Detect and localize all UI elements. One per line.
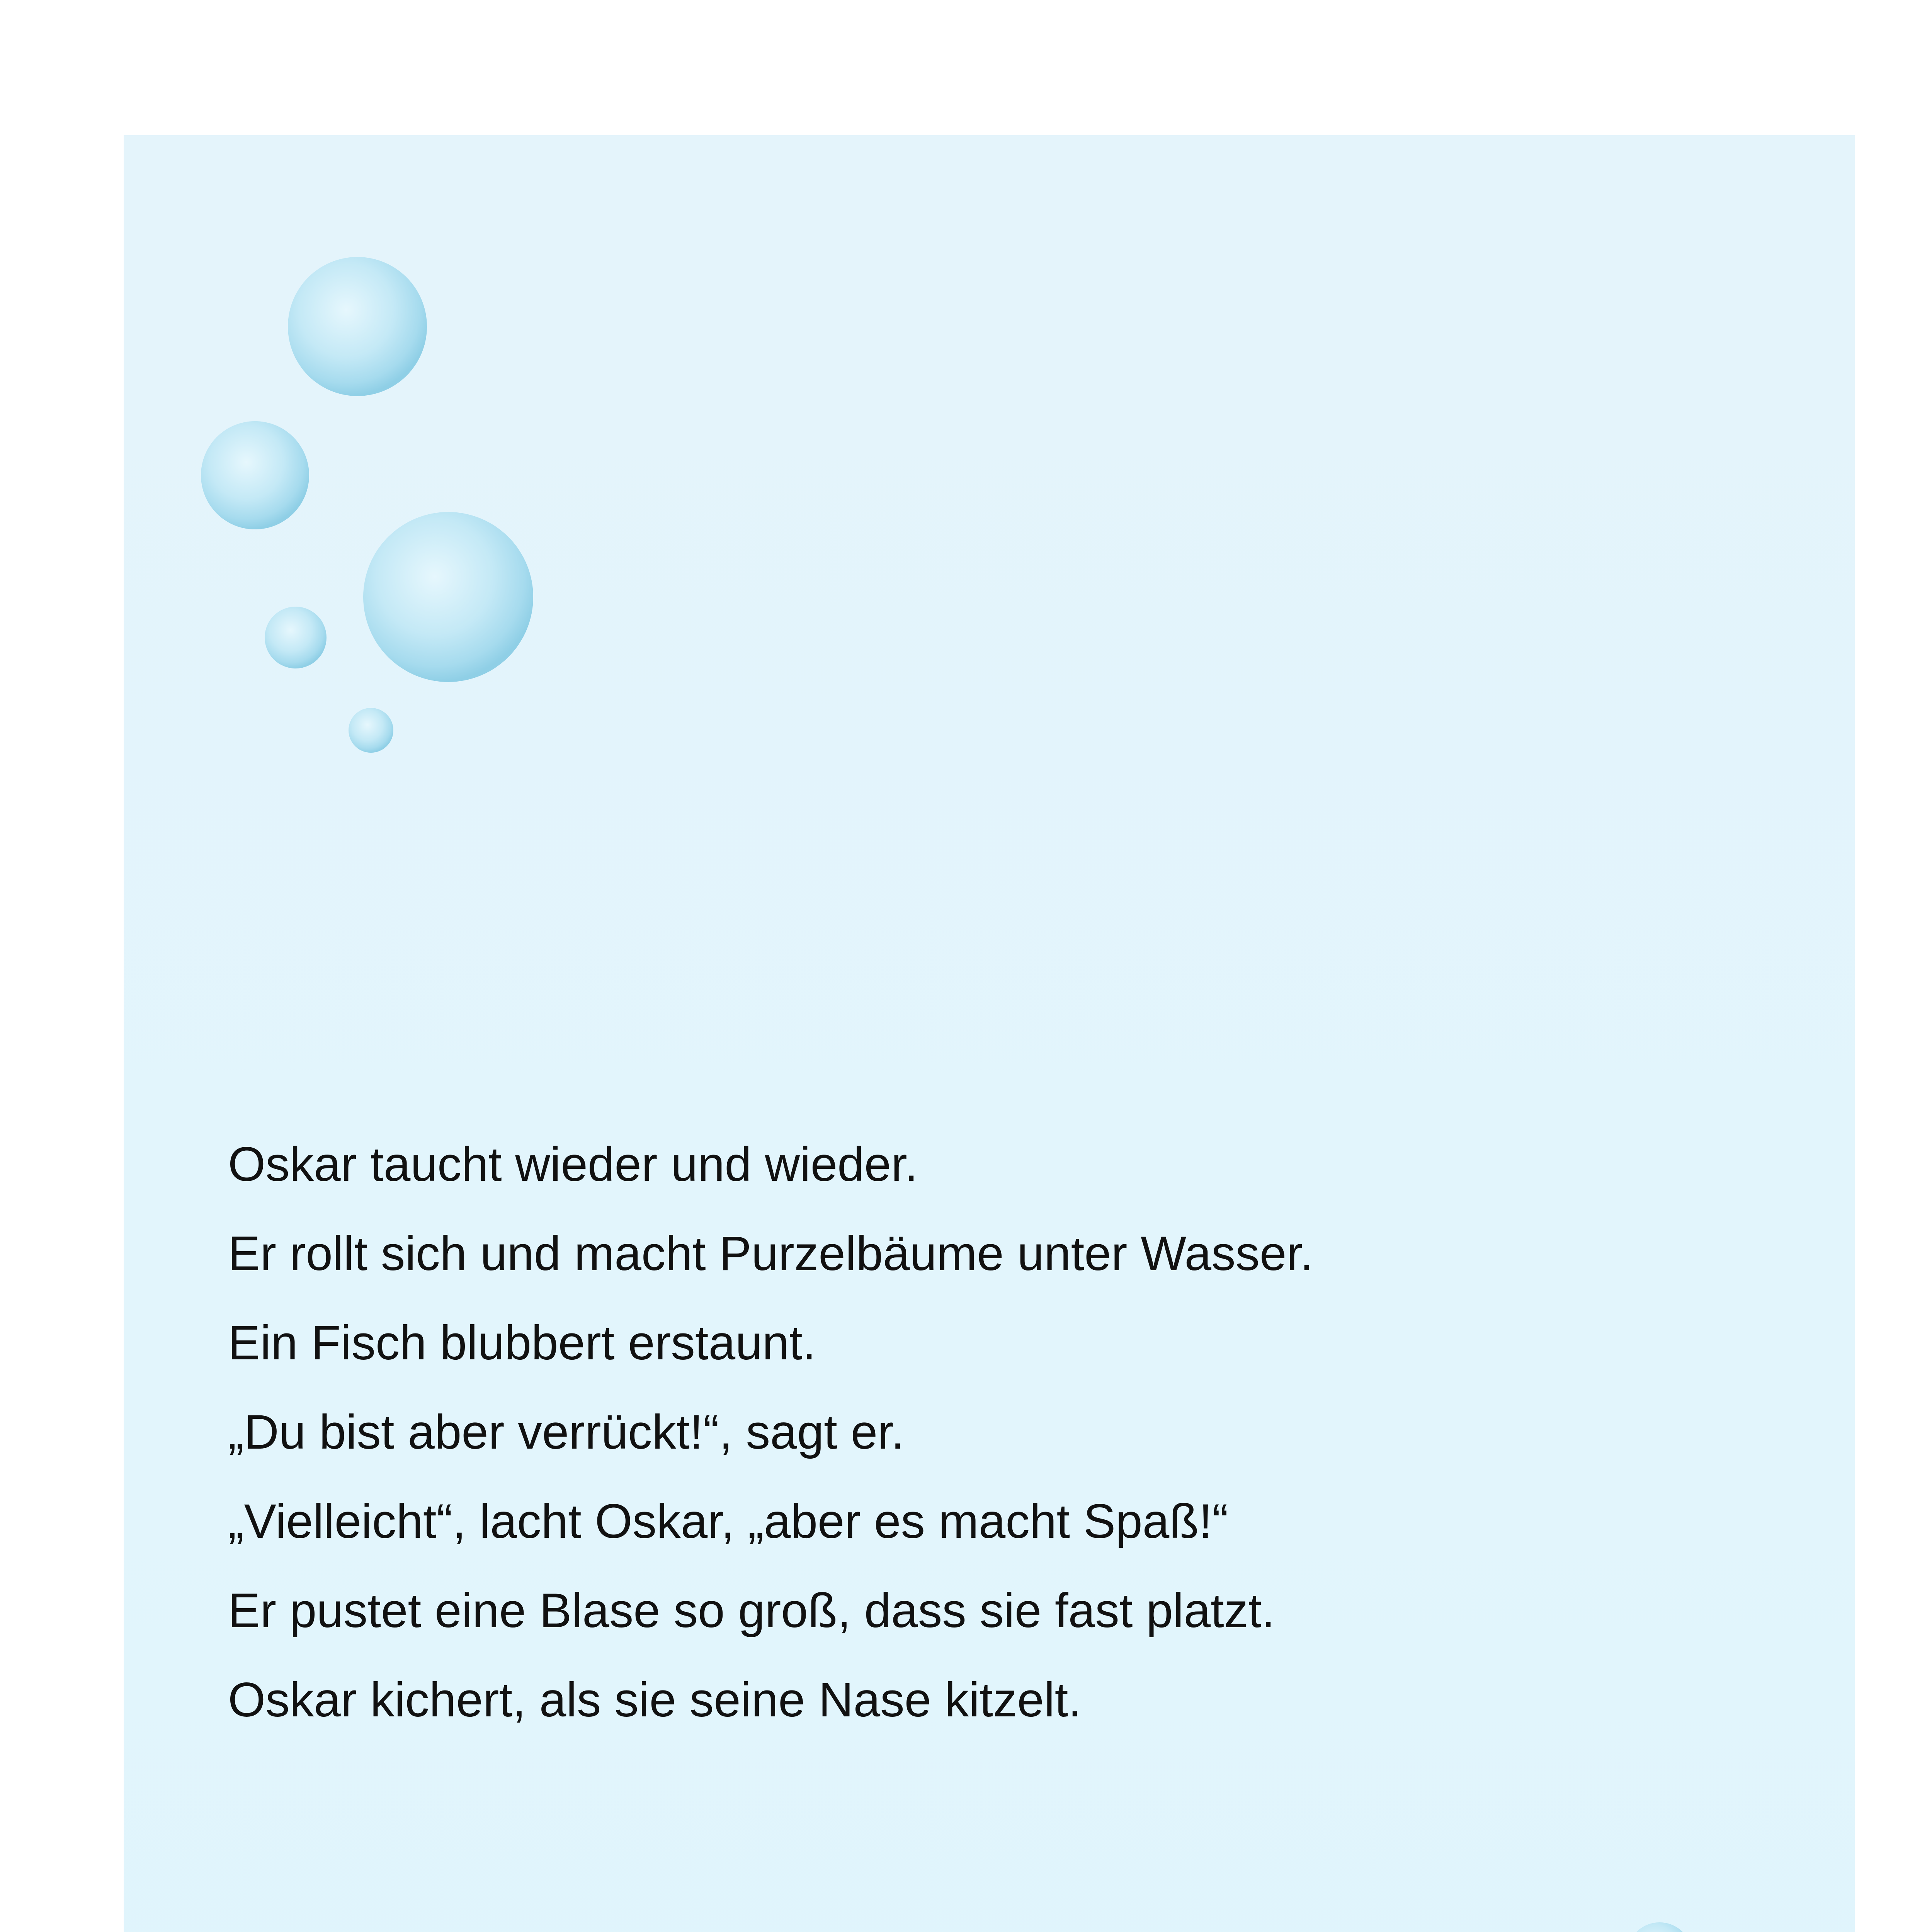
bubble-cluster-bottom-right bbox=[1493, 1922, 1820, 1932]
story-line: „Du bist aber verrückt!“, sagt er. bbox=[228, 1405, 905, 1459]
bubble-cluster-top-left bbox=[201, 257, 533, 753]
story-line: Oskar taucht wieder und wieder. bbox=[228, 1138, 918, 1191]
story-text bbox=[228, 1120, 1774, 1745]
page-panel bbox=[124, 135, 1855, 1932]
bubble bbox=[265, 607, 327, 668]
bubble bbox=[349, 708, 393, 753]
bubble bbox=[201, 421, 309, 529]
bubble bbox=[288, 257, 427, 396]
bubble bbox=[1627, 1922, 1692, 1932]
story-line: Oskar kichert, als sie seine Nase kitzelt. bbox=[228, 1673, 1082, 1727]
story-line: Ein Fisch blubbert erstaunt. bbox=[228, 1316, 816, 1370]
story-line: Er pustet eine Blase so groß, dass sie fast platzt. bbox=[228, 1584, 1275, 1638]
story-line: Er rollt sich und macht Purzelbäume unter Wasser. bbox=[228, 1227, 1314, 1281]
bubble bbox=[363, 512, 533, 682]
story-line: „Vielleicht“, lacht Oskar, „aber es macht Spaß!“ bbox=[228, 1495, 1228, 1548]
